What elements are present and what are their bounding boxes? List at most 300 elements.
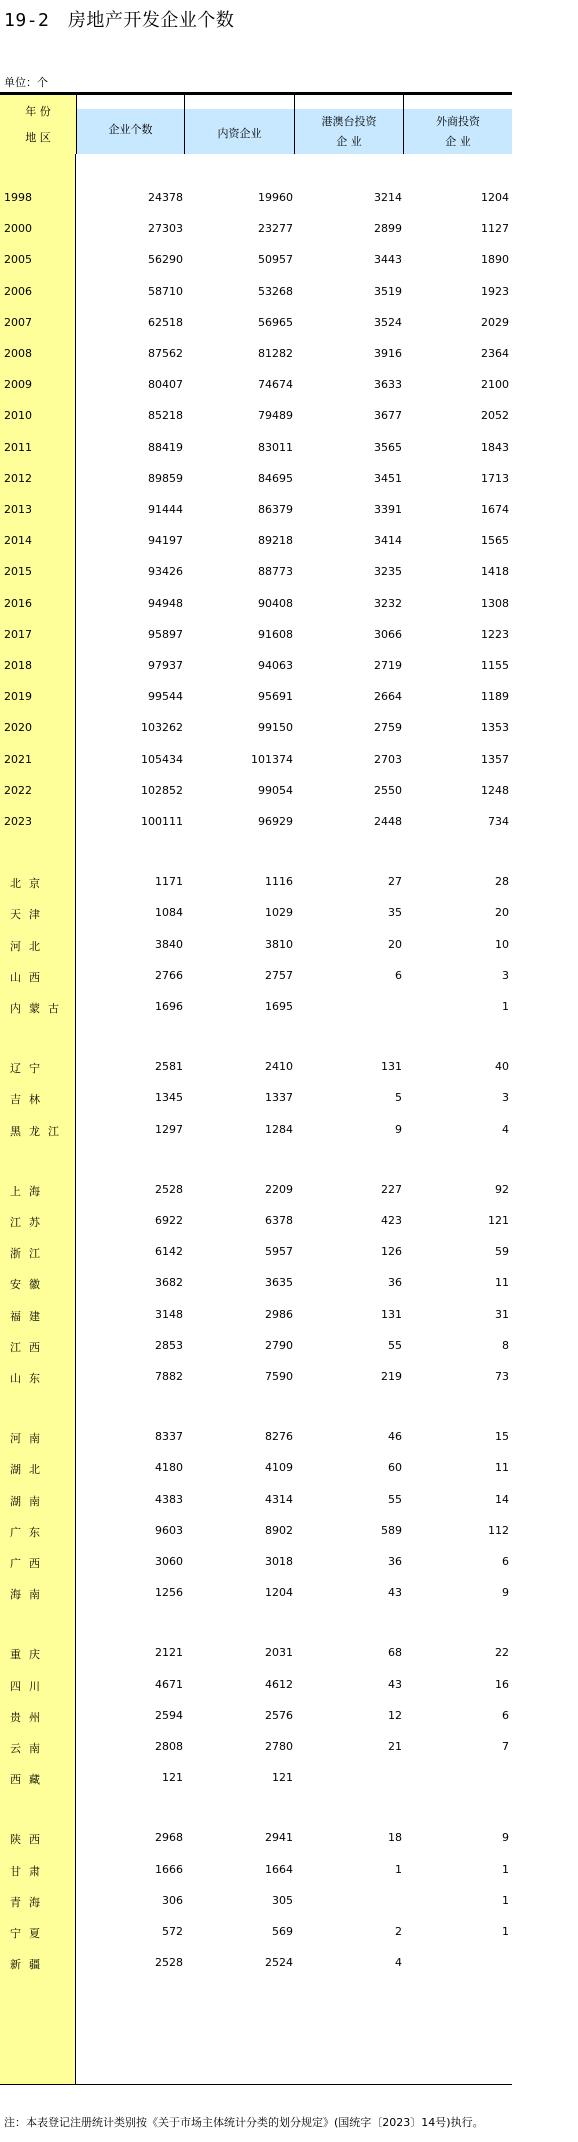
header-row-label	[0, 95, 76, 154]
cell-domestic: 99054	[258, 783, 293, 797]
table-row	[0, 687, 512, 707]
cell-total: 2766	[155, 968, 183, 982]
cell-domestic: 2986	[265, 1307, 293, 1321]
row-label: 山东	[10, 1372, 48, 1385]
cell-total: 27303	[148, 222, 183, 236]
table-row	[0, 313, 512, 333]
cell-foreign: 2364	[481, 347, 509, 360]
row-label: 2006	[4, 284, 32, 298]
row-label: 贵州	[10, 1710, 48, 1724]
table-row	[0, 282, 512, 302]
row-label: 新疆	[10, 1958, 48, 1972]
cell-total: 2121	[155, 1646, 183, 1660]
cell-foreign: 1923	[481, 284, 509, 298]
row-label: 2021	[4, 752, 32, 766]
row-label: 安徽	[10, 1278, 48, 1292]
cell-hmt: 36	[388, 1555, 402, 1568]
table-row	[0, 406, 512, 426]
cell-hmt: 4	[395, 1956, 402, 1970]
cell-hmt: 55	[388, 1492, 402, 1506]
row-label: 江苏	[10, 1216, 48, 1229]
cell-domestic: 121	[272, 1771, 293, 1785]
table-row	[0, 1305, 512, 1325]
cell-hmt: 21	[388, 1740, 402, 1753]
row-label: 2005	[4, 253, 32, 267]
cell-domestic: 2031	[265, 1646, 293, 1660]
cell-total: 2808	[155, 1740, 183, 1753]
row-label: 宁夏	[10, 1927, 48, 1940]
cell-foreign: 20	[495, 906, 509, 920]
cell-hmt: 3066	[374, 627, 402, 641]
cell-hmt: 18	[388, 1831, 402, 1845]
cell-hmt: 5	[395, 1091, 402, 1105]
cell-domestic: 2757	[265, 968, 293, 982]
cell-hmt: 3524	[374, 315, 402, 329]
cell-hmt: 3391	[374, 503, 402, 516]
table-bottom-rule	[0, 2084, 512, 2085]
row-label: 2023	[4, 815, 32, 828]
row-label: 2009	[4, 378, 32, 392]
cell-domestic: 305	[272, 1893, 293, 1907]
cell-total: 2528	[155, 1956, 183, 1970]
cell-hmt: 131	[381, 1307, 402, 1321]
cell-hmt: 43	[388, 1677, 402, 1691]
cell-domestic: 53268	[258, 284, 293, 298]
table-row	[0, 1675, 512, 1695]
row-label: 2017	[4, 627, 32, 641]
cell-total: 4383	[155, 1492, 183, 1506]
cell-domestic: 1284	[265, 1122, 293, 1136]
cell-hmt: 6	[395, 968, 402, 982]
cell-domestic: 1337	[265, 1091, 293, 1105]
cell-foreign: 15	[495, 1430, 509, 1444]
row-label: 2012	[4, 471, 32, 485]
cell-domestic: 4612	[265, 1677, 293, 1691]
cell-domestic: 96929	[258, 815, 293, 828]
table-row	[0, 344, 512, 364]
table-row	[0, 1336, 512, 1356]
cell-hmt: 3414	[374, 534, 402, 548]
cell-hmt: 2	[395, 1925, 402, 1938]
table-row	[0, 718, 512, 738]
footnote: 注：本表登记注册统计类别按《关于市场主体统计分类的划分规定》(国统字〔2023〕14号)执行。	[4, 2116, 484, 2129]
table-row	[0, 1242, 512, 1262]
cell-total: 121	[162, 1771, 183, 1785]
cell-hmt: 3677	[374, 409, 402, 423]
cell-domestic: 4314	[265, 1492, 293, 1506]
row-label: 江西	[10, 1340, 48, 1354]
row-label: 2016	[4, 596, 32, 610]
table-row	[0, 469, 512, 489]
table-row	[0, 1427, 512, 1447]
data-table	[0, 92, 512, 2085]
header-hmt: 港澳台投资 企 业	[294, 95, 403, 154]
cell-foreign: 1308	[481, 596, 509, 610]
table-row	[0, 219, 512, 239]
cell-foreign: 9	[502, 1586, 509, 1600]
cell-total: 1696	[155, 1000, 183, 1013]
table-row	[0, 1737, 512, 1757]
cell-foreign: 1713	[481, 471, 509, 485]
table-row	[0, 1922, 512, 1942]
cell-total: 56290	[148, 253, 183, 267]
cell-total: 2968	[155, 1831, 183, 1845]
row-label: 云南	[10, 1742, 48, 1755]
table-row	[0, 1828, 512, 1848]
cell-foreign: 1155	[481, 659, 509, 672]
cell-total: 88419	[148, 440, 183, 454]
cell-hmt: 2703	[374, 752, 402, 766]
cell-domestic: 4109	[265, 1461, 293, 1475]
cell-foreign: 92	[495, 1182, 509, 1196]
cell-foreign: 11	[495, 1276, 509, 1290]
cell-domestic: 3810	[265, 937, 293, 951]
cell-total: 89859	[148, 471, 183, 485]
row-label: 山西	[10, 970, 48, 984]
table-row	[0, 1521, 512, 1541]
cell-domestic: 91608	[258, 627, 293, 641]
table-row	[0, 1891, 512, 1911]
row-label: 2008	[4, 347, 32, 360]
cell-total: 6922	[155, 1214, 183, 1227]
cell-total: 85218	[148, 409, 183, 423]
cell-total: 4180	[155, 1461, 183, 1475]
page-title: 19-2 房地产开发企业个数	[4, 10, 235, 31]
cell-hmt: 68	[388, 1646, 402, 1660]
cell-total: 3840	[155, 937, 183, 951]
table-row	[0, 781, 512, 801]
cell-domestic: 1116	[265, 875, 293, 889]
table-header	[0, 92, 512, 154]
cell-hmt: 2759	[374, 721, 402, 735]
table-row	[0, 903, 512, 923]
cell-total: 3682	[155, 1276, 183, 1290]
cell-domestic: 1664	[265, 1862, 293, 1876]
row-label: 2000	[4, 222, 32, 236]
row-label: 河南	[10, 1432, 48, 1446]
cell-foreign: 73	[495, 1370, 509, 1383]
cell-total: 62518	[148, 315, 183, 329]
row-label: 2020	[4, 721, 32, 735]
cell-domestic: 1204	[265, 1586, 293, 1600]
cell-total: 95897	[148, 627, 183, 641]
cell-foreign: 2052	[481, 409, 509, 423]
cell-hmt: 3443	[374, 253, 402, 267]
cell-domestic: 2576	[265, 1708, 293, 1722]
unit-label: 单位：个	[4, 76, 48, 89]
cell-hmt: 2664	[374, 690, 402, 704]
row-label: 北京	[10, 877, 48, 891]
cell-domestic: 2209	[265, 1182, 293, 1196]
cell-domestic: 1695	[265, 1000, 293, 1013]
cell-foreign: 1204	[481, 191, 509, 204]
cell-hmt: 3633	[374, 378, 402, 392]
cell-domestic: 56965	[258, 315, 293, 329]
cell-domestic: 2524	[265, 1956, 293, 1970]
table-row	[0, 656, 512, 676]
cell-domestic: 2941	[265, 1831, 293, 1845]
table-row	[0, 872, 512, 892]
cell-domestic: 94063	[258, 659, 293, 672]
cell-foreign: 40	[495, 1060, 509, 1074]
cell-foreign: 10	[495, 937, 509, 951]
table-row	[0, 500, 512, 520]
row-label: 辽宁	[10, 1062, 48, 1076]
row-label: 吉林	[10, 1093, 48, 1107]
cell-domestic: 90408	[258, 596, 293, 610]
table-row	[0, 1768, 512, 1788]
cell-domestic: 99150	[258, 721, 293, 735]
row-label: 1998	[4, 191, 32, 204]
table-row	[0, 1643, 512, 1663]
table-row	[0, 1860, 512, 1880]
table-row	[0, 1953, 512, 1973]
cell-hmt: 12	[388, 1708, 402, 1722]
cell-hmt: 36	[388, 1276, 402, 1290]
table-row	[0, 812, 512, 832]
cell-foreign: 4	[502, 1122, 509, 1136]
cell-hmt: 219	[381, 1370, 402, 1383]
cell-foreign: 59	[495, 1245, 509, 1259]
cell-domestic: 23277	[258, 222, 293, 236]
cell-foreign: 11	[495, 1461, 509, 1475]
cell-hmt: 3565	[374, 440, 402, 454]
cell-total: 99544	[148, 690, 183, 704]
table-row	[0, 1057, 512, 1077]
cell-hmt: 227	[381, 1182, 402, 1196]
cell-hmt: 2448	[374, 815, 402, 828]
cell-foreign: 1890	[481, 253, 509, 267]
row-label: 甘肃	[10, 1864, 48, 1878]
cell-total: 97937	[148, 659, 183, 672]
cell-foreign: 1248	[481, 783, 509, 797]
cell-hmt: 46	[388, 1430, 402, 1444]
table-row	[0, 750, 512, 770]
cell-foreign: 1357	[481, 752, 509, 766]
header-total: 企业个数	[76, 95, 184, 154]
cell-total: 103262	[141, 721, 183, 735]
cell-foreign: 1	[502, 1893, 509, 1907]
cell-hmt: 2550	[374, 783, 402, 797]
cell-foreign: 22	[495, 1646, 509, 1660]
cell-foreign: 112	[488, 1523, 509, 1537]
row-label: 2014	[4, 534, 32, 548]
cell-total: 1666	[155, 1862, 183, 1876]
table-row	[0, 531, 512, 551]
table-row	[0, 562, 512, 582]
cell-domestic: 1029	[265, 906, 293, 920]
cell-domestic: 81282	[258, 347, 293, 360]
cell-foreign: 9	[502, 1831, 509, 1845]
cell-foreign: 7	[502, 1740, 509, 1753]
cell-hmt: 20	[388, 937, 402, 951]
cell-foreign: 8	[502, 1338, 509, 1352]
cell-total: 3148	[155, 1307, 183, 1321]
row-label: 2013	[4, 503, 32, 516]
cell-domestic: 19960	[258, 191, 293, 204]
cell-total: 94197	[148, 534, 183, 548]
cell-foreign: 1565	[481, 534, 509, 548]
cell-hmt: 423	[381, 1214, 402, 1227]
cell-domestic: 6378	[265, 1214, 293, 1227]
cell-total: 105434	[141, 752, 183, 766]
cell-hmt: 131	[381, 1060, 402, 1074]
row-label: 河北	[10, 939, 48, 953]
cell-foreign: 2029	[481, 315, 509, 329]
cell-total: 94948	[148, 596, 183, 610]
cell-domestic: 2780	[265, 1740, 293, 1753]
cell-total: 87562	[148, 347, 183, 360]
cell-hmt: 3232	[374, 596, 402, 610]
cell-domestic: 74674	[258, 378, 293, 392]
cell-hmt: 589	[381, 1523, 402, 1537]
cell-foreign: 3	[502, 968, 509, 982]
header-year-label: 年 份	[25, 105, 51, 118]
table-row	[0, 1367, 512, 1387]
cell-foreign: 2100	[481, 378, 509, 392]
cell-hmt: 3214	[374, 191, 402, 204]
row-label: 广东	[10, 1525, 48, 1539]
cell-domestic: 5957	[265, 1245, 293, 1259]
cell-domestic: 86379	[258, 503, 293, 516]
table-row	[0, 188, 512, 208]
row-label: 上海	[10, 1184, 48, 1198]
cell-domestic: 3635	[265, 1276, 293, 1290]
cell-foreign: 1	[502, 1000, 509, 1013]
cell-hmt: 3451	[374, 471, 402, 485]
cell-hmt: 3916	[374, 347, 402, 360]
cell-domestic: 569	[272, 1925, 293, 1938]
row-label: 2011	[4, 440, 32, 454]
cell-hmt: 3519	[374, 284, 402, 298]
cell-foreign: 1353	[481, 721, 509, 735]
cell-foreign: 734	[488, 815, 509, 828]
row-label: 2010	[4, 409, 32, 423]
table-row	[0, 1273, 512, 1293]
table-row	[0, 625, 512, 645]
cell-domestic: 84695	[258, 471, 293, 485]
cell-foreign: 1	[502, 1862, 509, 1876]
cell-total: 3060	[155, 1555, 183, 1568]
cell-hmt: 126	[381, 1245, 402, 1259]
table-row	[0, 966, 512, 986]
cell-foreign: 31	[495, 1307, 509, 1321]
cell-foreign: 1418	[481, 565, 509, 579]
cell-total: 8337	[155, 1430, 183, 1444]
table-row	[0, 1490, 512, 1510]
header-foreign: 外商投资 企 业	[403, 95, 512, 154]
row-label: 天津	[10, 908, 48, 922]
row-label: 2015	[4, 565, 32, 579]
table-row	[0, 1088, 512, 1108]
row-label: 2007	[4, 315, 32, 329]
header-domestic: 内资企业	[184, 95, 294, 154]
cell-domestic: 95691	[258, 690, 293, 704]
cell-total: 24378	[148, 191, 183, 204]
row-label: 2018	[4, 659, 32, 672]
cell-total: 306	[162, 1893, 183, 1907]
table-row	[0, 594, 512, 614]
row-label: 黑龙江	[10, 1124, 67, 1138]
row-label: 2022	[4, 783, 32, 797]
row-label: 内蒙古	[10, 1002, 67, 1015]
row-label: 四川	[10, 1679, 48, 1693]
cell-hmt: 3235	[374, 565, 402, 579]
cell-hmt: 43	[388, 1586, 402, 1600]
cell-hmt: 60	[388, 1461, 402, 1475]
cell-domestic: 8902	[265, 1523, 293, 1537]
cell-foreign: 14	[495, 1492, 509, 1506]
cell-total: 2581	[155, 1060, 183, 1074]
row-label: 陕西	[10, 1833, 48, 1847]
cell-total: 4671	[155, 1677, 183, 1691]
cell-total: 2853	[155, 1338, 183, 1352]
cell-domestic: 101374	[251, 752, 293, 766]
cell-domestic: 7590	[265, 1370, 293, 1383]
table-row	[0, 1706, 512, 1726]
table-row	[0, 250, 512, 270]
cell-total: 1345	[155, 1091, 183, 1105]
cell-foreign: 1674	[481, 503, 509, 516]
cell-foreign: 1127	[481, 222, 509, 236]
cell-domestic: 83011	[258, 440, 293, 454]
table-row	[0, 1120, 512, 1140]
table-row	[0, 935, 512, 955]
table-row	[0, 1552, 512, 1572]
cell-foreign: 6	[502, 1555, 509, 1568]
cell-total: 7882	[155, 1370, 183, 1383]
cell-total: 91444	[148, 503, 183, 516]
table-row	[0, 1211, 512, 1231]
cell-foreign: 1843	[481, 440, 509, 454]
cell-hmt: 2719	[374, 659, 402, 672]
cell-domestic: 2410	[265, 1060, 293, 1074]
table-row	[0, 438, 512, 458]
cell-foreign: 121	[488, 1214, 509, 1227]
cell-foreign: 6	[502, 1708, 509, 1722]
row-label: 浙江	[10, 1247, 48, 1261]
table-row	[0, 1180, 512, 1200]
cell-foreign: 1223	[481, 627, 509, 641]
cell-total: 2594	[155, 1708, 183, 1722]
cell-domestic: 3018	[265, 1555, 293, 1568]
row-label: 青海	[10, 1895, 48, 1909]
cell-total: 572	[162, 1925, 183, 1938]
cell-total: 1297	[155, 1122, 183, 1136]
cell-total: 80407	[148, 378, 183, 392]
cell-hmt: 2899	[374, 222, 402, 236]
row-label: 广西	[10, 1557, 48, 1570]
cell-hmt: 1	[395, 1862, 402, 1876]
row-label: 海南	[10, 1588, 48, 1602]
cell-total: 9603	[155, 1523, 183, 1537]
row-label: 重庆	[10, 1648, 48, 1662]
cell-total: 1256	[155, 1586, 183, 1600]
header-region-label: 地 区	[25, 131, 51, 144]
cell-total: 102852	[141, 783, 183, 797]
cell-domestic: 2790	[265, 1338, 293, 1352]
cell-total: 100111	[141, 815, 183, 828]
cell-total: 93426	[148, 565, 183, 579]
cell-foreign: 1189	[481, 690, 509, 704]
row-label: 福建	[10, 1309, 48, 1323]
cell-foreign: 28	[495, 875, 509, 889]
cell-foreign: 1	[502, 1925, 509, 1938]
row-label: 湖南	[10, 1494, 48, 1508]
cell-total: 6142	[155, 1245, 183, 1259]
cell-hmt: 55	[388, 1338, 402, 1352]
cell-hmt: 9	[395, 1122, 402, 1136]
